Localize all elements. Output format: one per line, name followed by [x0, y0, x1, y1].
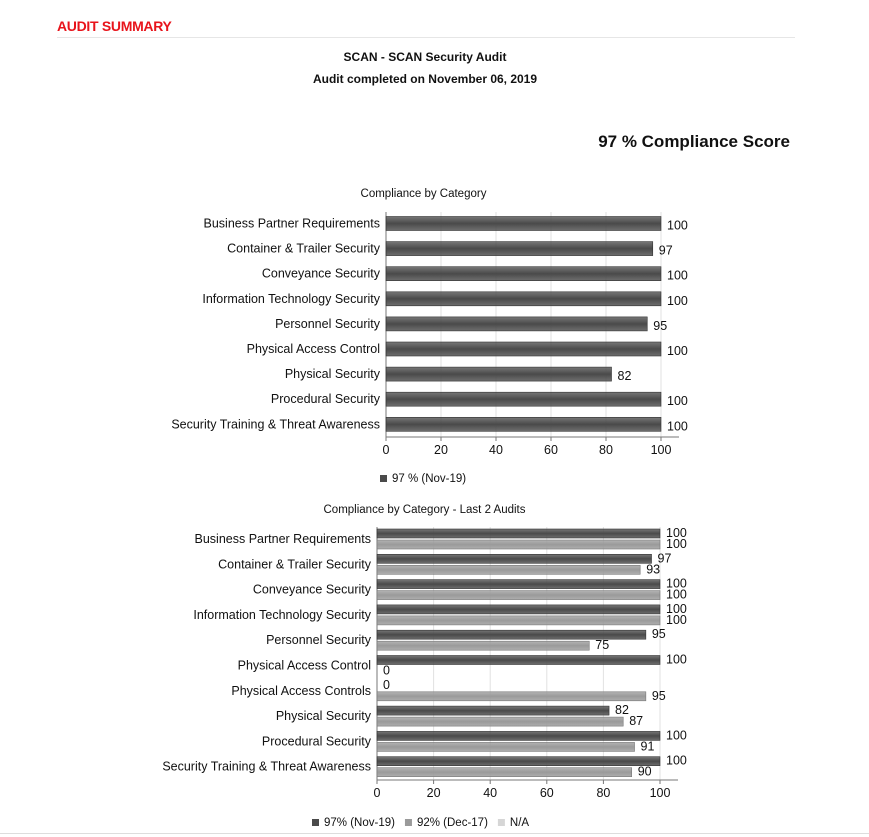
- bar: [377, 768, 632, 777]
- bar: [377, 580, 660, 589]
- data-label: 100: [667, 344, 688, 358]
- legend-label: 97% (Nov-19): [324, 817, 395, 829]
- bar: [377, 554, 652, 563]
- category-label: Personnel Security: [275, 316, 380, 331]
- data-label: 100: [667, 268, 688, 283]
- x-tick-label: 100: [649, 786, 671, 800]
- bar: [386, 417, 661, 431]
- data-label: 0: [383, 677, 390, 692]
- data-label: 100: [666, 753, 687, 768]
- legend-label: N/A: [509, 817, 530, 829]
- data-label: 100: [666, 652, 687, 667]
- data-label: 82: [615, 703, 629, 718]
- x-tick-label: 20: [426, 786, 441, 800]
- chart-title: Compliance by Category - Last 2 Audits: [323, 504, 526, 516]
- legend-label: 92% (Dec-17): [416, 817, 488, 829]
- bar: [377, 591, 660, 600]
- data-label: 91: [640, 739, 655, 754]
- bar: [377, 717, 623, 726]
- bar: [377, 616, 660, 625]
- audit-completed-date: Audit completed on November 06, 2019: [312, 72, 538, 86]
- category-label: Procedural Security: [261, 734, 371, 749]
- data-label: 100: [667, 419, 688, 434]
- data-label: 0: [383, 663, 390, 678]
- bar: [377, 706, 609, 715]
- legend-swatch: [380, 475, 387, 482]
- x-tick-label: 0: [373, 786, 381, 800]
- data-label: 95: [653, 318, 668, 333]
- data-label: 100: [666, 537, 687, 551]
- data-label: 97: [658, 243, 673, 258]
- category-label: Information Technology Security: [202, 291, 380, 306]
- legend-swatch: [405, 819, 412, 826]
- bar: [377, 641, 589, 650]
- x-tick-label: 100: [650, 443, 672, 457]
- category-label: Business Partner Requirements: [194, 532, 371, 546]
- data-label: 75: [595, 638, 610, 653]
- data-label: 93: [646, 562, 661, 577]
- bar: [377, 731, 660, 740]
- data-label: 100: [666, 728, 687, 743]
- legend-label: 97 % (Nov-19): [392, 473, 467, 485]
- category-label: Information Technology Security: [193, 607, 371, 622]
- x-tick-label: 80: [596, 786, 611, 800]
- legend-swatch: [498, 819, 505, 826]
- category-label: Conveyance Security: [252, 582, 371, 597]
- category-label: Business Partner Requirements: [203, 216, 380, 231]
- legend-swatch: [312, 819, 319, 826]
- section-title: AUDIT SUMMARY: [57, 18, 172, 34]
- category-label: Container & Trailer Security: [218, 557, 371, 572]
- x-tick-label: 40: [483, 786, 498, 800]
- data-label: 100: [666, 612, 687, 627]
- bar: [377, 605, 660, 614]
- x-tick-label: 0: [382, 443, 390, 457]
- category-label: Physical Security: [284, 367, 380, 382]
- bar: [386, 242, 653, 256]
- data-label: 100: [667, 394, 688, 409]
- category-label: Procedural Security: [270, 392, 380, 407]
- data-label: 87: [629, 714, 644, 729]
- data-label: 100: [666, 526, 687, 540]
- data-label: 100: [666, 601, 687, 616]
- category-label: Security Training & Threat Awareness: [171, 417, 380, 432]
- bar: [377, 742, 635, 751]
- bar: [377, 692, 646, 701]
- compliance-score: 97 % Compliance Score: [598, 132, 790, 151]
- x-tick-label: 60: [539, 786, 554, 800]
- x-tick-label: 40: [489, 443, 503, 457]
- x-tick-label: 20: [434, 443, 448, 457]
- bar: [386, 317, 647, 331]
- category-label: Physical Access Control: [246, 342, 380, 356]
- category-label: Personnel Security: [266, 633, 371, 648]
- category-label: Physical Security: [275, 709, 371, 724]
- category-label: Security Training & Threat Awareness: [162, 759, 371, 774]
- data-label: 100: [667, 293, 688, 308]
- bar: [386, 292, 661, 306]
- data-label: 100: [667, 218, 688, 233]
- category-label: Container & Trailer Security: [227, 241, 380, 256]
- bar: [386, 217, 661, 231]
- category-label: Physical Access Controls: [231, 683, 371, 698]
- bar: [377, 757, 660, 766]
- bar: [377, 540, 660, 549]
- x-tick-label: 60: [544, 443, 558, 457]
- data-label: 82: [617, 369, 632, 384]
- data-label: 100: [666, 587, 687, 602]
- data-label: 95: [651, 688, 666, 703]
- bar: [386, 367, 612, 381]
- page-bottom-divider: [0, 833, 869, 834]
- bar: [386, 392, 661, 406]
- data-label: 95: [651, 627, 666, 642]
- x-tick-label: 80: [599, 443, 613, 457]
- data-label: 97: [657, 551, 672, 566]
- bar: [386, 342, 661, 356]
- chart-title: Compliance by Category: [360, 188, 487, 200]
- bar: [377, 529, 660, 538]
- category-label: Physical Access Control: [237, 658, 371, 673]
- data-label: 90: [637, 764, 652, 779]
- bar: [377, 565, 640, 574]
- bar: [386, 267, 661, 281]
- bar: [377, 656, 660, 665]
- data-label: 100: [666, 576, 687, 591]
- audit-title: SCAN - SCAN Security Audit: [343, 50, 507, 64]
- category-label: Conveyance Security: [261, 266, 380, 281]
